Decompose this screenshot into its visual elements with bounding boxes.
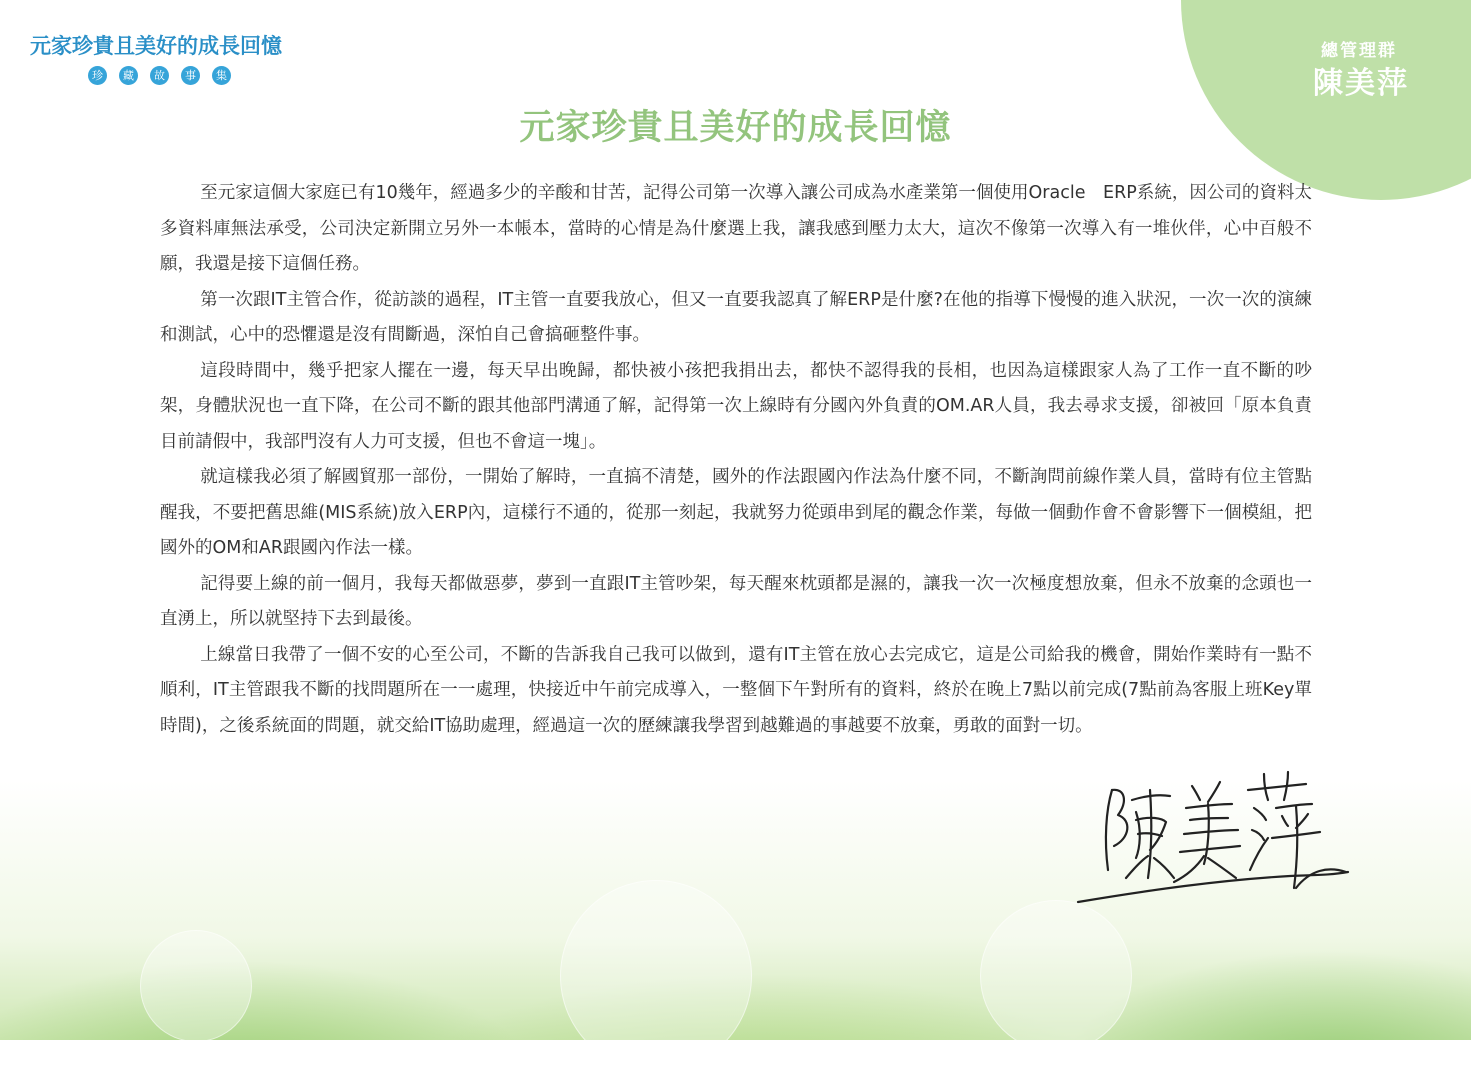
article-body xyxy=(160,176,1312,744)
paragraph: 至元家這個大家庭已有10幾年，經過多少的辛酸和甘苦，記得公司第一次導入讓公司成為水產業第一個使用Oracle ERP系統，因公司的資料太多資料庫無法承受，公司決定新開立另外一本帳本，當時的心情是為什麼選上我，讓我感到壓力太大，這次不像第一次導入有一堆伙伴，心中百般不願，我還是接下這個任務。 xyxy=(160,183,1312,274)
paragraph: 第一次跟IT主管合作，從訪談的過程，IT主管一直要我放心，但又一直要我認真了解ERP是什麼?在他的指導下慢慢的進入狀況，一次一次的演練和測試，心中的恐懼還是沒有間斷過，深怕自己會搞砸整件事。 xyxy=(160,289,1312,345)
logo xyxy=(30,30,290,85)
paragraph: 上線當日我帶了一個不安的心至公司，不斷的告訴我自己我可以做到，還有IT主管在放心去完成它，這是公司給我的機會，開始作業時有一點不順利，IT主管跟我不斷的找問題所在一一處理，快接近中午前完成導入，一整個下午對所有的資料，終於在晚上7點以前完成(7點前為客服上班Key單時間)，之後系統面的問題，就交給IT協助處理，經過這一次的歷練讓我學習到越難過的事越要不放棄，勇敢的面對一切。 xyxy=(160,644,1312,736)
page-title: 元家珍貴且美好的成長回憶 xyxy=(519,108,952,148)
logo-dot: 事 xyxy=(181,66,200,85)
paragraph: 就這樣我必須了解國貿那一部份，一開始了解時，一直搞不清楚，國外的作法跟國內作法為什麼不同，不斷詢問前線作業人員，當時有位主管點醒我，不要把舊思維(MIS系統)放入ERP內，這樣行不通的，從那一刻起，我就努力從頭串到尾的觀念作業，每做一個動作會不會影響下一個模組，把國外的OM和AR跟國內作法一樣。 xyxy=(160,467,1312,558)
paragraph: 記得要上線的前一個月，我每天都做惡夢，夢到一直跟IT主管吵架，每天醒來枕頭都是濕的，讓我一次一次極度想放棄，但永不放棄的念頭也一直湧上，所以就堅持下去到最後。 xyxy=(160,573,1312,629)
logo-dot: 藏 xyxy=(119,66,138,85)
logo-subtitle xyxy=(88,66,290,85)
author-name: 陳美萍 xyxy=(1313,66,1409,101)
author-role: 總管理群 xyxy=(1321,41,1397,61)
logo-title: 元家珍貴且美好的成長回憶 xyxy=(30,34,282,58)
handwritten-signature xyxy=(1070,760,1360,920)
bokeh-circle xyxy=(560,880,752,1072)
bokeh-circle xyxy=(980,900,1132,1052)
paragraph: 這段時間中，幾乎把家人擺在一邊，每天早出晚歸，都快被小孩把我捐出去，都快不認得我的長相，也因為這樣跟家人為了工作一直不斷的吵架，身體狀況也一直下降，在公司不斷的跟其他部門溝通了解，記得第一次上線時有分國內外負責的OM.AR人員，我去尋求支援，卻被回「原本負責目前請假中，我部門沒有人力可支援，但也不會這一塊」。 xyxy=(160,360,1312,452)
bokeh-circle xyxy=(140,930,252,1042)
logo-dot: 集 xyxy=(212,66,231,85)
logo-dot: 故 xyxy=(150,66,169,85)
logo-dot: 珍 xyxy=(88,66,107,85)
